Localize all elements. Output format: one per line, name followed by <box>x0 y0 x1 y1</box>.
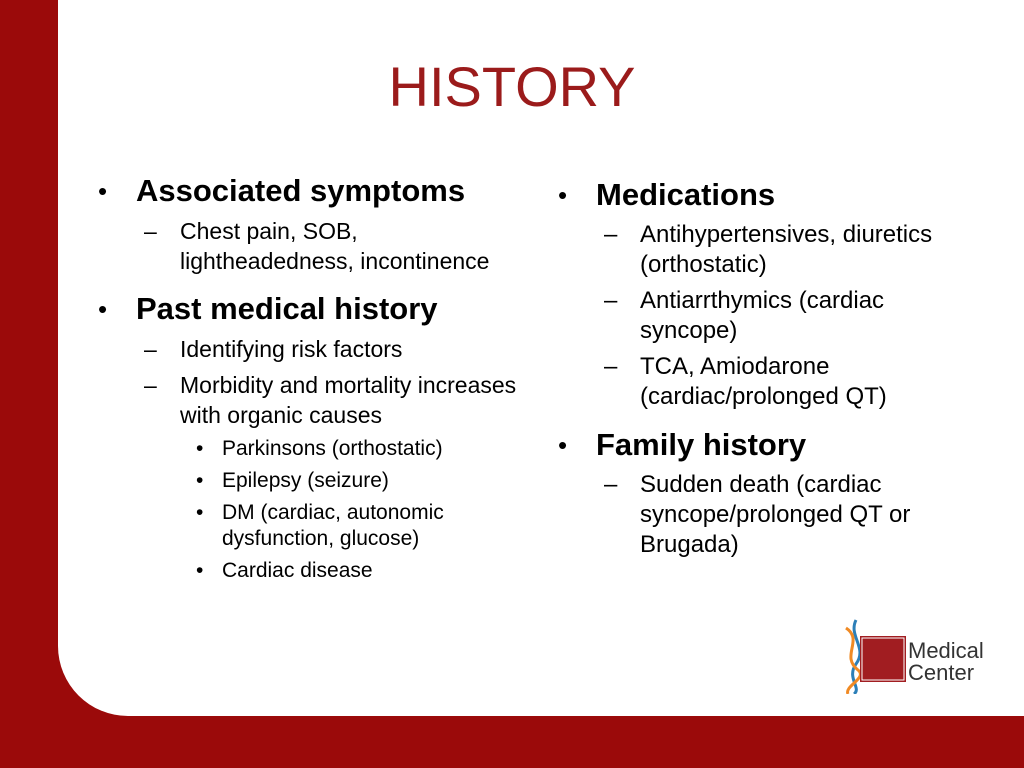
right-column <box>558 176 988 560</box>
slide-title: HISTORY <box>388 55 636 118</box>
dash-icon: – <box>604 471 618 498</box>
bullet-dot-icon: • <box>558 430 568 460</box>
osu-medical-center-logo <box>838 618 998 694</box>
tca-text: TCA, Amiodarone (cardiac/prolonged QT) <box>640 353 887 410</box>
medications-heading: Medications <box>596 177 776 212</box>
dna-seal-icon <box>838 618 910 694</box>
dash-icon: – <box>144 336 157 362</box>
bullet-family-history <box>558 426 988 464</box>
list-item <box>144 216 518 276</box>
list-item <box>196 558 518 584</box>
list-item <box>604 220 988 280</box>
left-column <box>98 172 518 584</box>
list-item <box>196 500 518 552</box>
sudden-death-text: Sudden death (cardiac syncope/prolonged QT or Brugada) <box>640 471 911 558</box>
bullet-dot-icon: • <box>196 469 204 492</box>
list-item <box>144 334 518 364</box>
bullet-medications <box>558 176 988 214</box>
family-history-heading: Family history <box>596 427 807 462</box>
past-medical-history-heading: Past medical history <box>136 291 438 326</box>
associated-symptoms-heading: Associated symptoms <box>136 173 466 208</box>
parkinsons-text: Parkinsons (orthostatic) <box>222 437 443 460</box>
symptoms-text: Chest pain, SOB, lightheadedness, incontinence <box>180 218 490 274</box>
list-item <box>144 370 518 430</box>
bullet-associated-symptoms <box>98 172 518 210</box>
dash-icon: – <box>604 287 618 314</box>
list-item <box>604 286 988 346</box>
morbidity-text: Morbidity and mortality increases with organic causes <box>180 372 517 428</box>
risk-factors-text: Identifying risk factors <box>180 336 403 362</box>
list-item <box>196 468 518 494</box>
bullet-dot-icon: • <box>196 437 204 460</box>
bullet-past-medical-history <box>98 290 518 328</box>
antihypertensives-text: Antihypertensives, diuretics (orthostatic) <box>640 221 933 278</box>
logo-line-2: Center <box>908 660 975 685</box>
dash-icon: – <box>604 353 618 380</box>
cardiac-disease-text: Cardiac disease <box>222 559 373 582</box>
list-item <box>604 470 988 560</box>
dash-icon: – <box>604 221 618 248</box>
bullet-dot-icon: • <box>98 176 108 206</box>
dash-icon: – <box>144 372 157 398</box>
list-item <box>196 436 518 462</box>
dash-icon: – <box>144 218 157 244</box>
dm-text: DM (cardiac, autonomic dysfunction, glucose) <box>222 501 444 550</box>
list-item <box>604 352 988 412</box>
bullet-dot-icon: • <box>558 180 568 210</box>
epilepsy-text: Epilepsy (seizure) <box>222 469 389 492</box>
logo-line-1: Medical <box>908 638 984 663</box>
bullet-dot-icon: • <box>196 559 204 582</box>
antiarrthymics-text: Antiarrthymics (cardiac syncope) <box>640 287 885 344</box>
bullet-dot-icon: • <box>98 294 108 324</box>
bullet-dot-icon: • <box>196 501 204 524</box>
